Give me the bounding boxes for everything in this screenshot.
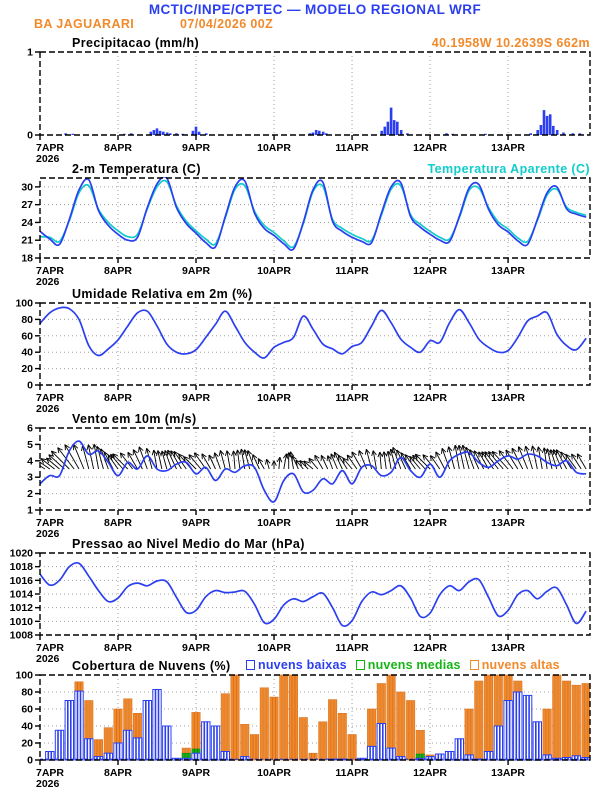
precip-bar: [195, 127, 198, 135]
wind-vectors: [28, 444, 587, 469]
y-tick-label: 0: [27, 129, 33, 142]
x-tick-label: 12APR: [413, 392, 448, 404]
wind-series: [27, 438, 587, 502]
x-tick-label: 10APR: [257, 142, 291, 154]
plot-frame: [40, 178, 590, 258]
x-axis-year: 2026: [36, 403, 60, 415]
x-tick-label: 12APR: [413, 767, 448, 779]
run-datetime: 07/04/2026 00Z: [180, 17, 274, 31]
x-tick-label: 13APR: [491, 642, 526, 654]
precip-series: [64, 108, 581, 136]
legend-label-high-clouds: nuvens altas: [481, 658, 560, 672]
station-label: BA JAGUARARI: [34, 17, 135, 31]
precip-bar: [552, 126, 555, 135]
x-tick-label: 10APR: [257, 265, 291, 277]
gridlines: [118, 52, 508, 135]
station-coordinates: 40.1958W 10.2639S 662m: [431, 36, 590, 50]
x-tick-label: 11APR: [335, 265, 369, 277]
x-tick-label: 12APR: [413, 642, 448, 654]
x-tick-label: 10APR: [257, 642, 291, 654]
x-tick-label: 12APR: [413, 517, 448, 529]
y-tick-label: 1: [27, 504, 33, 517]
temperatura-2m-line: [40, 177, 586, 251]
x-tick-label: 8APR: [104, 265, 133, 277]
x-tick-label: 13APR: [491, 392, 526, 404]
y-tick-label: 80: [21, 686, 33, 699]
x-tick-label: 11APR: [335, 142, 369, 154]
panel-temp: [21, 177, 590, 288]
x-tick-label: 11APR: [335, 767, 369, 779]
clouds-series: [40, 675, 590, 760]
y-tick-label: 1016: [9, 574, 33, 587]
x-tick-label: 8APR: [104, 517, 133, 529]
axis-labels: [10, 548, 526, 666]
x-axis-year: 2026: [36, 528, 60, 540]
x-tick-label: 13APR: [491, 265, 526, 277]
precip-bar: [390, 108, 393, 135]
y-tick-label: 80: [21, 313, 33, 326]
y-tick-label: 1010: [9, 615, 33, 628]
panel-title-temperature: 2-m Temperatura (C): [72, 162, 201, 176]
precip-bar: [393, 120, 396, 135]
x-axis-year: 2026: [36, 276, 60, 288]
y-tick-label: 21: [21, 234, 33, 247]
x-tick-label: 12APR: [413, 142, 448, 154]
y-tick-label: 0: [27, 754, 33, 767]
axis-labels: [15, 298, 525, 416]
x-tick-label: 9APR: [182, 642, 211, 654]
x-axis-year: 2026: [36, 778, 60, 790]
y-tick-label: 1014: [9, 588, 33, 601]
x-tick-label: 9APR: [182, 142, 211, 154]
precip-bar: [396, 122, 399, 135]
y-tick-label: 30: [21, 181, 33, 194]
x-tick-label: 11APR: [335, 517, 369, 529]
panel-pressure: [10, 548, 590, 666]
x-tick-label: 7APR: [36, 265, 65, 277]
precip-bar: [540, 125, 543, 135]
x-tick-label: 8APR: [104, 142, 133, 154]
rh-series: [40, 307, 586, 358]
x-tick-label: 11APR: [335, 392, 369, 404]
plot-frame: [40, 52, 590, 135]
precip-bar: [536, 130, 539, 135]
x-tick-label: 7APR: [36, 142, 65, 154]
x-tick-label: 8APR: [104, 392, 133, 404]
precip-bar: [156, 128, 159, 135]
x-tick-label: 12APR: [413, 265, 448, 277]
precip-bar: [556, 130, 559, 135]
x-tick-label: 7APR: [36, 767, 65, 779]
x-tick-label: 7APR: [36, 642, 65, 654]
panel-title-clouds: Cobertura de Nuvens (%): [72, 659, 231, 673]
y-tick-label: 1: [27, 46, 33, 59]
y-tick-label: 1020: [9, 547, 33, 560]
y-tick-label: 20: [21, 363, 33, 376]
y-tick-label: 24: [21, 216, 33, 229]
legend-label-low-clouds: nuvens baixas: [258, 658, 347, 672]
y-tick-label: 60: [21, 703, 33, 716]
x-tick-label: 13APR: [491, 767, 526, 779]
y-tick-label: 100: [15, 669, 33, 682]
precip-bar: [400, 130, 403, 135]
panel-rh: [15, 298, 590, 416]
y-tick-label: 20: [21, 737, 33, 750]
y-tick-label: 4: [27, 455, 33, 468]
y-tick-label: 6: [27, 422, 33, 435]
precip-bar: [153, 130, 156, 135]
panel-title-precipitation: Precipitacao (mm/h): [72, 36, 200, 50]
axis-labels: [27, 47, 525, 166]
x-tick-label: 8APR: [104, 642, 133, 654]
panel-title-humidity: Umidade Relativa em 2m (%): [72, 287, 253, 301]
legend-apparent-temperature: Temperatura Aparente (C): [427, 162, 590, 176]
y-tick-label: 2: [27, 488, 33, 501]
panel-title-pressure: Pressao ao Nivel Medio do Mar (hPa): [72, 537, 305, 551]
y-tick-label: 5: [27, 438, 33, 451]
gridlines: [40, 303, 590, 385]
x-tick-label: 10APR: [257, 517, 291, 529]
plot-frame: [40, 303, 590, 385]
gridlines: [40, 178, 590, 258]
x-tick-label: 9APR: [182, 265, 211, 277]
precip-bar: [387, 122, 390, 135]
y-tick-label: 18: [21, 252, 33, 265]
y-tick-label: 0: [27, 379, 33, 392]
precip-bar: [549, 114, 552, 135]
panel-title-wind: Vento em 10m (m/s): [72, 412, 197, 426]
precip-bar: [72, 134, 75, 135]
temp-series: [40, 177, 586, 251]
umidade-relativa-line: [40, 307, 586, 358]
x-tick-label: 10APR: [257, 767, 291, 779]
wind-speed-line: [40, 441, 586, 502]
precip-bar: [315, 130, 318, 135]
precip-bar: [543, 110, 546, 135]
x-tick-label: 11APR: [335, 642, 369, 654]
x-tick-label: 7APR: [36, 392, 65, 404]
y-tick-label: 1018: [9, 561, 33, 574]
x-tick-label: 13APR: [491, 142, 526, 154]
y-tick-label: 1008: [9, 629, 33, 642]
panel-precip: [27, 47, 590, 166]
x-axis-year: 2026: [36, 153, 60, 165]
x-tick-label: 7APR: [36, 517, 65, 529]
y-tick-label: 100: [15, 297, 33, 310]
precip-bar: [384, 127, 387, 135]
axis-labels: [27, 423, 525, 541]
y-tick-label: 3: [27, 471, 33, 484]
x-tick-label: 8APR: [104, 767, 133, 779]
panel-wind: [27, 423, 590, 541]
x-axis-year: 2026: [36, 653, 60, 665]
y-tick-label: 40: [21, 346, 33, 359]
y-tick-label: 1012: [9, 602, 33, 615]
panel-clouds: [15, 670, 590, 791]
legend-label-mid-clouds: nuvens medias: [367, 658, 461, 672]
y-tick-label: 27: [21, 199, 33, 212]
x-tick-label: 9APR: [182, 392, 211, 404]
y-tick-label: 60: [21, 330, 33, 343]
precip-bar: [546, 116, 549, 135]
x-tick-label: 9APR: [182, 517, 211, 529]
page-title: MCTIC/INPE/CPTEC — MODELO REGIONAL WRF: [148, 2, 482, 17]
x-tick-label: 10APR: [257, 392, 291, 404]
y-tick-label: 40: [21, 720, 33, 733]
x-tick-label: 13APR: [491, 517, 526, 529]
x-tick-label: 9APR: [182, 767, 211, 779]
